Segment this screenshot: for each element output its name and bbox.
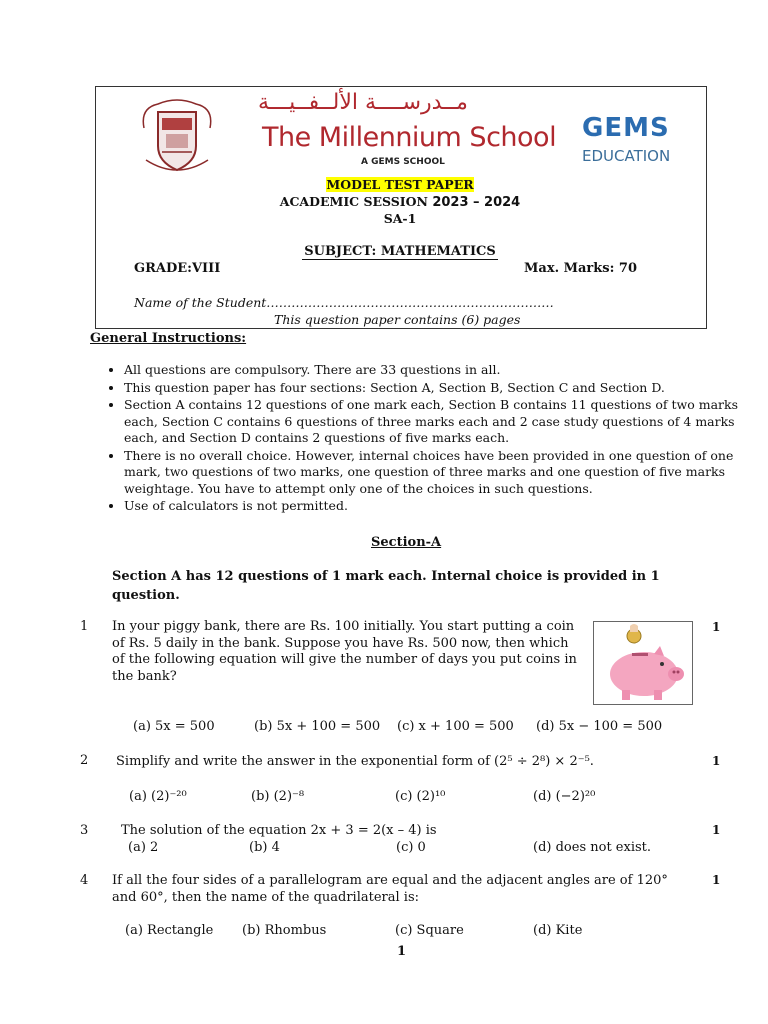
arabic-school-name: مــدرســــة الألــفــيـــة (258, 90, 468, 115)
section-a-note: Section A has 12 questions of 1 mark each. Internal choice is provided in 1 question. (112, 569, 660, 603)
instruction-item: • There is no overall choice. However, internal choices have been provided in one question of one mark, two questions of two marks, one question of three marks and one question of five marks weightage. You have to attempt only one of the choices in such questions. (124, 448, 744, 498)
instruction-item: • Use of calculators is not permitted. (124, 498, 744, 515)
school-tagline: A GEMS SCHOOL (361, 157, 445, 167)
instructions-title: General Instructions: (90, 331, 247, 346)
option-b: (b) Rhombus (242, 923, 327, 938)
question-number: 2 (80, 753, 89, 768)
option-b: (b) 5x + 100 = 500 (254, 719, 381, 734)
question-marks: 1 (712, 754, 721, 768)
question-marks: 1 (712, 873, 721, 887)
paper-type: MODEL TEST PAPER (326, 177, 474, 192)
instruction-item: • All questions are compulsory. There are 33 questions in all. (124, 362, 744, 379)
question-marks: 1 (712, 620, 721, 634)
school-crest-logo (138, 98, 216, 178)
question-number: 4 (80, 873, 89, 888)
option-a: (a) (2)⁻²⁰ (129, 789, 187, 804)
option-c: (c) Square (395, 923, 464, 938)
option-b: (b) (2)⁻⁸ (251, 789, 305, 804)
piggy-bank-image (593, 621, 693, 705)
question-number: 1 (80, 619, 89, 634)
question-number: 3 (80, 823, 89, 838)
subject-title: SUBJECT: MATHEMATICS (304, 244, 496, 259)
option-c: (c) 0 (396, 840, 426, 855)
question-marks: 1 (712, 823, 721, 837)
question-text: In your piggy bank, there are Rs. 100 initially. You start putting a coin of Rs. 5 daily in the bank. Suppose you have Rs. 500 now, then which of the following equation will give the number of days you put coins in the bank? (112, 619, 577, 684)
page-number: 1 (397, 944, 407, 959)
exam-name: SA-1 (383, 211, 417, 226)
option-c: (c) x + 100 = 500 (397, 719, 514, 734)
grade-label: GRADE:VIII (134, 261, 221, 276)
instruction-item: • Section A contains 12 questions of one mark each, Section B contains 11 questions of two marks each, Section C contains 6 questions of three marks each and 2 case study questions of 4 marks each, and Section D contains 2 questions of five marks each. (124, 397, 744, 447)
question-text: Simplify and write the answer in the exponential form of (2⁵ ÷ 2⁸) × 2⁻⁵. (116, 754, 594, 769)
max-marks: Max. Marks: 70 (524, 261, 638, 276)
option-a: (a) 2 (128, 840, 159, 855)
option-d: (d) does not exist. (533, 840, 652, 855)
academic-session: ACADEMIC SESSION 2023 – 2024 (279, 194, 521, 210)
option-d: (d) (−2)²⁰ (533, 789, 596, 804)
instruction-item: • This question paper has four sections: Section A, Section B, Section C and Section D. (124, 380, 744, 397)
option-a: (a) 5x = 500 (133, 719, 215, 734)
option-b: (b) 4 (249, 840, 280, 855)
pages-note: This question paper contains (6) pages (274, 312, 521, 327)
instructions-list (100, 362, 744, 516)
gems-education-label: EDUCATION (582, 147, 671, 165)
question-text: The solution of the equation 2x + 3 = 2(x – 4) is (121, 823, 437, 838)
school-name: The Millennium School (262, 122, 557, 153)
option-a: (a) Rectangle (125, 923, 214, 938)
section-a-title: Section-A (371, 535, 442, 550)
student-name-field: Name of the Student…………………………………………………………… (134, 295, 554, 310)
gems-logo: GEMS (582, 113, 670, 143)
option-c: (c) (2)¹⁰ (395, 789, 446, 804)
option-d: (d) 5x − 100 = 500 (536, 719, 663, 734)
option-d: (d) Kite (533, 923, 583, 938)
question-text: If all the four sides of a parallelogram are equal and the adjacent angles are of 120° and 60°, then the name of the quadrilateral is: (112, 873, 668, 905)
